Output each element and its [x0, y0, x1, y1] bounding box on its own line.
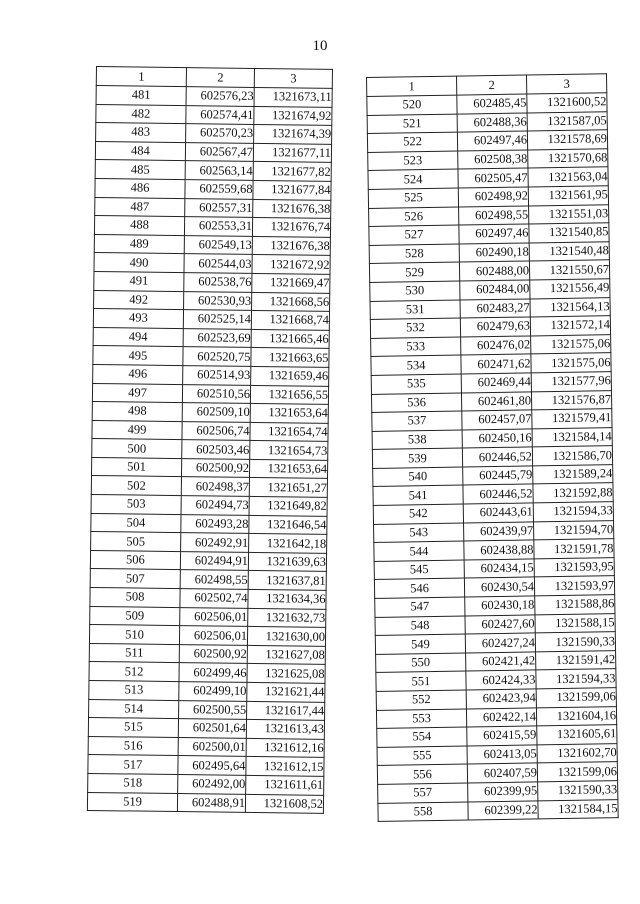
y-coordinate-cell: 1321665,46: [251, 329, 329, 349]
y-coordinate-cell: 1321587,05: [527, 111, 607, 131]
column-header-point-number: 1: [367, 76, 457, 96]
x-coordinate-cell: 602576,23: [186, 87, 254, 106]
x-coordinate-cell: 602407,59: [467, 763, 537, 783]
point-number-cell: 494: [93, 327, 183, 347]
point-number-cell: 514: [89, 699, 179, 719]
y-coordinate-cell: 1321617,44: [247, 701, 325, 721]
point-number-cell: 492: [94, 290, 184, 310]
x-coordinate-cell: 602499,10: [179, 682, 247, 701]
x-coordinate-cell: 602498,92: [458, 187, 528, 207]
point-number-cell: 542: [373, 504, 463, 524]
y-coordinate-cell: 1321674,39: [254, 125, 332, 145]
y-coordinate-cell: 1321668,74: [251, 311, 329, 331]
y-coordinate-cell: 1321564,13: [530, 297, 610, 317]
x-coordinate-cell: 602514,93: [183, 365, 251, 384]
y-coordinate-cell: 1321605,61: [537, 725, 617, 745]
x-coordinate-cell: 602494,91: [180, 551, 248, 570]
column-header-point-number: 1: [96, 67, 186, 87]
point-number-cell: 525: [368, 188, 458, 208]
y-coordinate-cell: 1321591,78: [534, 539, 614, 559]
x-coordinate-cell: 602523,69: [183, 328, 251, 347]
y-coordinate-cell: 1321594,33: [536, 669, 616, 689]
column-header-x: 2: [456, 75, 526, 95]
point-number-cell: 531: [370, 300, 460, 320]
x-coordinate-cell: 602488,91: [177, 793, 245, 812]
y-coordinate-cell: 1321584,15: [538, 799, 618, 819]
y-coordinate-cell: 1321586,70: [532, 446, 612, 466]
point-number-cell: 490: [94, 253, 184, 273]
y-coordinate-cell: 1321632,73: [248, 608, 326, 628]
point-number-cell: 528: [369, 244, 459, 264]
x-coordinate-cell: 602497,46: [459, 224, 529, 244]
point-number-cell: 523: [368, 151, 458, 171]
y-coordinate-cell: 1321589,24: [533, 465, 613, 485]
point-number-cell: 495: [93, 346, 183, 366]
y-coordinate-cell: 1321593,95: [534, 558, 614, 578]
x-coordinate-cell: 602483,27: [460, 298, 530, 318]
y-coordinate-cell: 1321604,16: [536, 706, 616, 726]
x-coordinate-cell: 602503,46: [182, 440, 250, 459]
x-coordinate-cell: 602530,93: [184, 291, 252, 310]
x-coordinate-cell: 602502,74: [180, 589, 248, 608]
y-coordinate-cell: 1321676,74: [252, 218, 330, 238]
x-coordinate-cell: 602422,14: [466, 707, 536, 727]
x-coordinate-cell: 602446,52: [462, 447, 532, 467]
point-number-cell: 553: [376, 709, 466, 729]
point-number-cell: 520: [367, 95, 457, 115]
x-coordinate-cell: 602525,14: [183, 310, 251, 329]
table-row: [92, 420, 328, 441]
y-coordinate-cell: 1321572,14: [530, 316, 610, 336]
x-coordinate-cell: 602570,23: [186, 124, 254, 143]
x-coordinate-cell: 602439,97: [464, 522, 534, 542]
x-coordinate-cell: 602506,01: [179, 626, 247, 645]
point-number-cell: 484: [95, 141, 185, 161]
y-coordinate-cell: 1321590,33: [538, 781, 618, 801]
x-coordinate-cell: 602413,05: [467, 745, 537, 765]
point-number-cell: 522: [367, 132, 457, 152]
x-coordinate-cell: 602510,56: [182, 384, 250, 403]
x-coordinate-cell: 602427,60: [465, 615, 535, 635]
x-coordinate-cell: 602567,47: [185, 142, 253, 161]
point-number-cell: 515: [88, 718, 178, 738]
x-coordinate-cell: 602506,74: [182, 421, 250, 440]
point-number-cell: 540: [373, 467, 463, 487]
point-number-cell: 557: [378, 783, 468, 803]
table-row: [89, 643, 325, 664]
point-number-cell: 516: [88, 736, 178, 756]
x-coordinate-cell: 602424,33: [466, 670, 536, 690]
page-number: 10: [312, 38, 328, 54]
x-coordinate-cell: 602399,95: [468, 782, 538, 802]
x-coordinate-cell: 602488,00: [459, 261, 529, 281]
x-coordinate-cell: 602488,36: [457, 113, 527, 133]
y-coordinate-cell: 1321593,97: [534, 576, 614, 596]
y-coordinate-cell: 1321669,47: [252, 273, 330, 293]
x-coordinate-cell: 602494,73: [181, 496, 249, 515]
x-coordinate-cell: 602427,24: [465, 633, 535, 653]
point-number-cell: 527: [369, 225, 459, 245]
y-coordinate-cell: 1321611,61: [246, 775, 324, 795]
point-number-cell: 555: [377, 746, 467, 766]
point-number-cell: 499: [92, 420, 182, 440]
point-number-cell: 489: [94, 234, 184, 254]
y-coordinate-cell: 1321608,52: [245, 794, 323, 814]
x-coordinate-cell: 602544,03: [184, 254, 252, 273]
point-number-cell: 538: [372, 430, 462, 450]
y-coordinate-cell: 1321561,95: [528, 186, 608, 206]
y-coordinate-cell: 1321570,68: [528, 148, 608, 168]
x-coordinate-cell: 602500,01: [178, 737, 246, 756]
point-number-cell: 549: [375, 634, 465, 654]
x-coordinate-cell: 602495,64: [178, 756, 246, 775]
point-number-cell: 519: [87, 792, 177, 812]
y-coordinate-cell: 1321591,42: [536, 650, 616, 670]
point-number-cell: 526: [369, 207, 459, 227]
point-number-cell: 508: [90, 587, 180, 607]
point-number-cell: 554: [377, 727, 467, 747]
y-coordinate-cell: 1321637,81: [248, 571, 326, 591]
y-coordinate-cell: 1321588,15: [535, 613, 615, 633]
y-coordinate-cell: 1321677,82: [253, 162, 331, 182]
x-coordinate-cell: 602505,47: [458, 168, 528, 188]
point-number-cell: 500: [92, 439, 182, 459]
point-number-cell: 536: [371, 393, 461, 413]
point-number-cell: 513: [89, 680, 179, 700]
point-number-cell: 507: [90, 569, 180, 589]
table-row: [87, 792, 323, 813]
x-coordinate-cell: 602457,07: [462, 410, 532, 430]
x-coordinate-cell: 602423,94: [466, 689, 536, 709]
x-coordinate-cell: 602485,45: [457, 94, 527, 114]
point-number-cell: 543: [374, 523, 464, 543]
column-header-x: 2: [186, 68, 254, 88]
y-coordinate-cell: 1321634,36: [248, 589, 326, 609]
coordinates-table-right: [366, 73, 619, 822]
x-coordinate-cell: 602498,55: [180, 570, 248, 589]
point-number-cell: 512: [89, 662, 179, 682]
point-number-cell: 493: [93, 309, 183, 329]
point-number-cell: 524: [368, 169, 458, 189]
y-coordinate-cell: 1321673,11: [254, 87, 332, 107]
column-header-y: 3: [526, 74, 606, 94]
y-coordinate-cell: 1321642,18: [249, 534, 327, 554]
y-coordinate-cell: 1321599,06: [537, 762, 617, 782]
x-coordinate-cell: 602430,54: [464, 577, 534, 597]
y-coordinate-cell: 1321625,08: [247, 664, 325, 684]
y-coordinate-cell: 1321594,70: [534, 520, 614, 540]
y-coordinate-cell: 1321653,64: [250, 404, 328, 424]
x-coordinate-cell: 602434,15: [464, 559, 534, 579]
x-coordinate-cell: 602492,00: [178, 775, 246, 794]
x-coordinate-cell: 602421,42: [466, 652, 536, 672]
column-header-y: 3: [254, 68, 332, 88]
point-number-cell: 504: [91, 513, 181, 533]
point-number-cell: 552: [376, 690, 466, 710]
point-number-cell: 550: [376, 653, 466, 673]
x-coordinate-cell: 602498,37: [181, 477, 249, 496]
y-coordinate-cell: 1321674,92: [254, 106, 332, 126]
point-number-cell: 530: [370, 281, 460, 301]
y-coordinate-cell: 1321630,00: [247, 627, 325, 647]
x-coordinate-cell: 602493,28: [181, 514, 249, 533]
x-coordinate-cell: 602438,88: [464, 540, 534, 560]
x-coordinate-cell: 602450,16: [462, 429, 532, 449]
point-number-cell: 496: [93, 364, 183, 384]
point-number-cell: 558: [378, 802, 468, 822]
y-coordinate-cell: 1321654,74: [250, 422, 328, 442]
y-coordinate-cell: 1321551,03: [529, 204, 609, 224]
x-coordinate-cell: 602492,91: [181, 533, 249, 552]
point-number-cell: 545: [374, 560, 464, 580]
point-number-cell: 551: [376, 671, 466, 691]
y-coordinate-cell: 1321663,65: [251, 348, 329, 368]
y-coordinate-cell: 1321540,48: [529, 241, 609, 261]
y-coordinate-cell: 1321550,67: [529, 260, 609, 280]
x-coordinate-cell: 602471,62: [461, 354, 531, 374]
point-number-cell: 529: [369, 262, 459, 282]
x-coordinate-cell: 602430,18: [465, 596, 535, 616]
x-coordinate-cell: 602476,02: [461, 336, 531, 356]
x-coordinate-cell: 602500,55: [179, 700, 247, 719]
y-coordinate-cell: 1321563,04: [528, 167, 608, 187]
x-coordinate-cell: 602446,52: [463, 484, 533, 504]
y-coordinate-cell: 1321639,63: [248, 552, 326, 572]
y-coordinate-cell: 1321677,84: [253, 180, 331, 200]
point-number-cell: 546: [374, 578, 464, 598]
y-coordinate-cell: 1321659,46: [251, 366, 329, 386]
y-coordinate-cell: 1321577,96: [531, 372, 611, 392]
point-number-cell: 541: [373, 485, 463, 505]
y-coordinate-cell: 1321651,27: [249, 478, 327, 498]
point-number-cell: 488: [94, 216, 184, 236]
point-number-cell: 485: [95, 160, 185, 180]
point-number-cell: 511: [89, 643, 179, 663]
y-coordinate-cell: 1321646,54: [249, 515, 327, 535]
point-number-cell: 535: [371, 374, 461, 394]
y-coordinate-cell: 1321575,06: [531, 353, 611, 373]
y-coordinate-cell: 1321613,43: [246, 720, 324, 740]
y-coordinate-cell: 1321576,87: [531, 390, 611, 410]
point-number-cell: 501: [91, 457, 181, 477]
x-coordinate-cell: 602500,92: [181, 458, 249, 477]
point-number-cell: 487: [95, 197, 185, 217]
y-coordinate-cell: 1321653,64: [249, 459, 327, 479]
point-number-cell: 481: [96, 86, 186, 106]
y-coordinate-cell: 1321592,88: [533, 483, 613, 503]
point-number-cell: 548: [375, 616, 465, 636]
point-number-cell: 534: [371, 355, 461, 375]
x-coordinate-cell: 602445,79: [463, 466, 533, 486]
x-coordinate-cell: 602469,44: [461, 373, 531, 393]
y-coordinate-cell: 1321579,41: [532, 409, 612, 429]
x-coordinate-cell: 602559,68: [185, 180, 253, 199]
x-coordinate-cell: 602461,80: [461, 391, 531, 411]
x-coordinate-cell: 602574,41: [186, 105, 254, 124]
point-number-cell: 486: [95, 178, 185, 198]
y-coordinate-cell: 1321575,06: [531, 334, 611, 354]
point-number-cell: 482: [96, 104, 186, 124]
y-coordinate-cell: 1321584,14: [532, 427, 612, 447]
y-coordinate-cell: 1321672,92: [252, 255, 330, 275]
x-coordinate-cell: 602499,46: [179, 663, 247, 682]
point-number-cell: 518: [88, 773, 178, 793]
y-coordinate-cell: 1321540,85: [529, 223, 609, 243]
y-coordinate-cell: 1321600,52: [527, 93, 607, 113]
y-coordinate-cell: 1321649,82: [249, 496, 327, 516]
x-coordinate-cell: 602538,76: [184, 273, 252, 292]
y-coordinate-cell: 1321612,15: [246, 757, 324, 777]
x-coordinate-cell: 602549,13: [184, 235, 252, 254]
point-number-cell: 505: [91, 532, 181, 552]
x-coordinate-cell: 602500,92: [179, 644, 247, 663]
y-coordinate-cell: 1321556,49: [530, 279, 610, 299]
point-number-cell: 506: [90, 550, 180, 570]
y-coordinate-cell: 1321668,56: [252, 292, 330, 312]
point-number-cell: 532: [370, 318, 460, 338]
y-coordinate-cell: 1321621,44: [247, 682, 325, 702]
point-number-cell: 556: [377, 764, 467, 784]
table-row: [89, 625, 325, 646]
point-number-cell: 510: [89, 625, 179, 645]
point-number-cell: 509: [90, 606, 180, 626]
x-coordinate-cell: 602484,00: [460, 280, 530, 300]
x-coordinate-cell: 602490,18: [459, 243, 529, 263]
point-number-cell: 544: [374, 541, 464, 561]
y-coordinate-cell: 1321612,16: [246, 738, 324, 758]
x-coordinate-cell: 602399,22: [468, 800, 538, 820]
point-number-cell: 547: [375, 597, 465, 617]
x-coordinate-cell: 602443,61: [463, 503, 533, 523]
y-coordinate-cell: 1321599,06: [536, 688, 616, 708]
y-coordinate-cell: 1321590,33: [535, 632, 615, 652]
point-number-cell: 497: [92, 383, 182, 403]
y-coordinate-cell: 1321676,38: [253, 199, 331, 219]
point-number-cell: 539: [372, 448, 462, 468]
y-coordinate-cell: 1321588,86: [535, 595, 615, 615]
x-coordinate-cell: 602509,10: [182, 403, 250, 422]
point-number-cell: 503: [91, 495, 181, 515]
y-coordinate-cell: 1321578,69: [527, 130, 607, 150]
x-coordinate-cell: 602506,01: [180, 607, 248, 626]
y-coordinate-cell: 1321676,38: [252, 236, 330, 256]
point-number-cell: 502: [91, 476, 181, 496]
x-coordinate-cell: 602497,46: [457, 131, 527, 151]
x-coordinate-cell: 602415,59: [467, 726, 537, 746]
point-number-cell: 491: [94, 271, 184, 291]
x-coordinate-cell: 602557,31: [185, 198, 253, 217]
y-coordinate-cell: 1321677,11: [253, 143, 331, 163]
x-coordinate-cell: 602563,14: [185, 161, 253, 180]
y-coordinate-cell: 1321594,33: [533, 502, 613, 522]
point-number-cell: 521: [367, 114, 457, 134]
point-number-cell: 537: [372, 411, 462, 431]
table-row: [378, 799, 618, 821]
x-coordinate-cell: 602501,64: [178, 719, 246, 738]
x-coordinate-cell: 602508,38: [458, 150, 528, 170]
point-number-cell: 483: [96, 123, 186, 143]
point-number-cell: 533: [371, 337, 461, 357]
x-coordinate-cell: 602479,63: [460, 317, 530, 337]
x-coordinate-cell: 602553,31: [184, 217, 252, 236]
coordinates-table-left: [87, 66, 333, 814]
y-coordinate-cell: 1321627,08: [247, 645, 325, 665]
y-coordinate-cell: 1321602,70: [537, 743, 617, 763]
point-number-cell: 517: [88, 755, 178, 775]
x-coordinate-cell: 602520,75: [183, 347, 251, 366]
x-coordinate-cell: 602498,55: [459, 206, 529, 226]
table-row: [94, 216, 330, 237]
y-coordinate-cell: 1321654,73: [250, 441, 328, 461]
y-coordinate-cell: 1321656,55: [250, 385, 328, 405]
point-number-cell: 498: [92, 402, 182, 422]
